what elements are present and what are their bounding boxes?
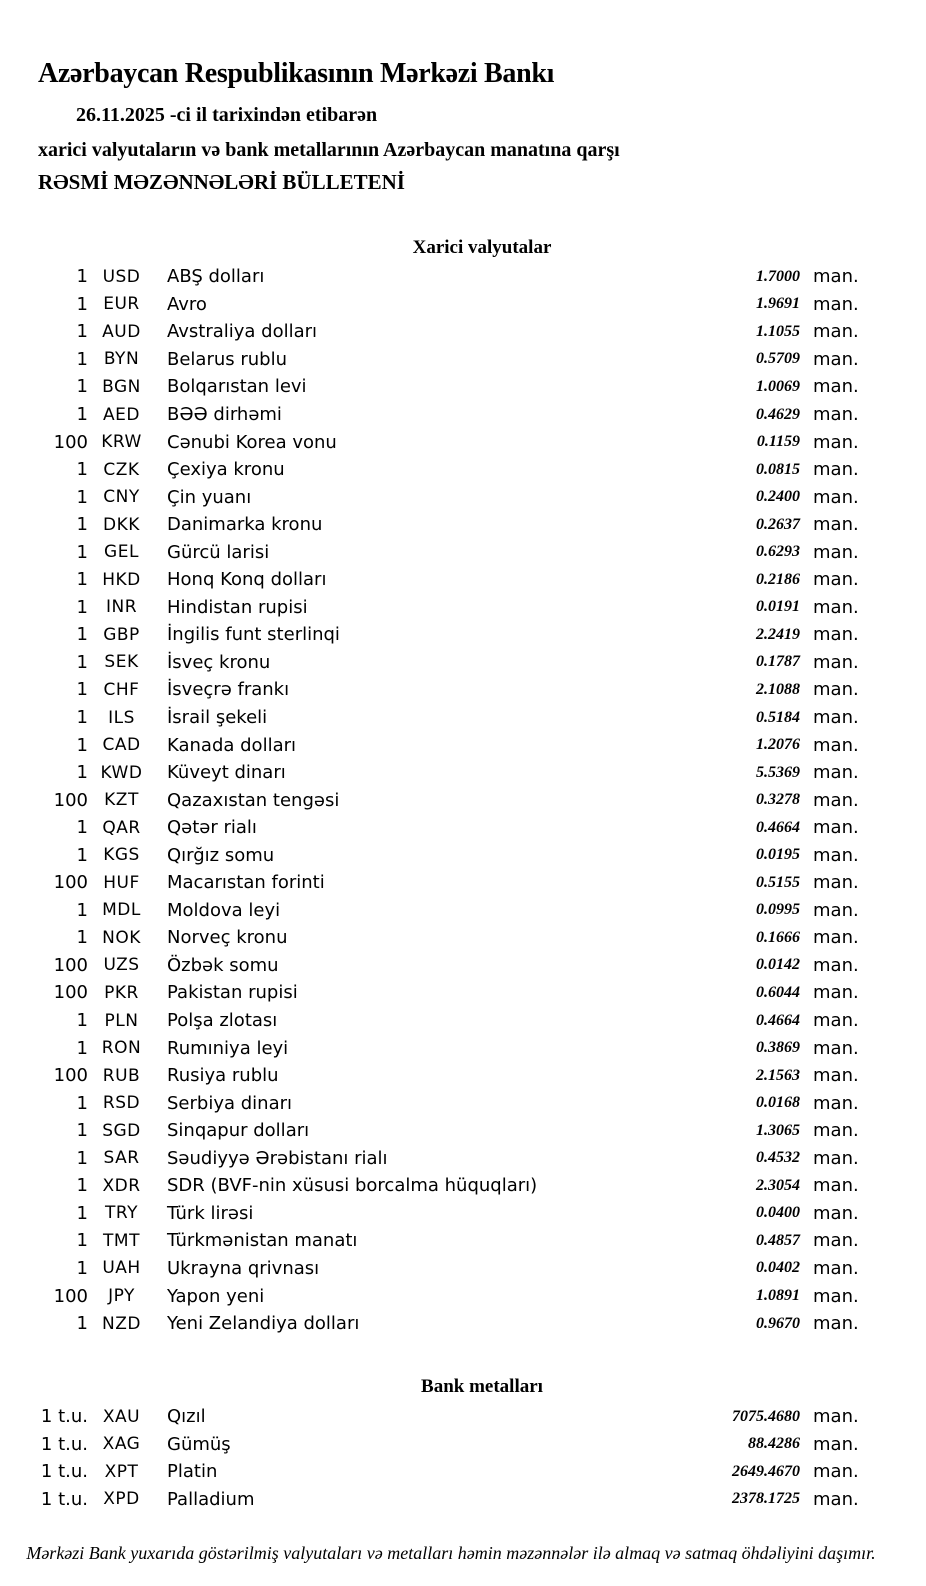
currency-row	[0, 924, 926, 952]
unit-label-cell: man.	[813, 789, 859, 811]
currency-code-cell: SGD	[102, 1120, 141, 1141]
currency-row	[0, 1200, 926, 1228]
unit-label-cell: man.	[813, 1202, 859, 1224]
effective-date: 26.11.2025 -ci il tarixindən etibarən	[76, 104, 378, 126]
unit-label-cell: man.	[813, 1433, 859, 1455]
quantity-cell: 1	[76, 1202, 88, 1224]
quantity-cell: 1	[76, 293, 88, 315]
page-title: Azərbaycan Respublikasının Mərkəzi Bankı	[38, 58, 555, 89]
currency-row	[0, 1089, 926, 1117]
currency-name-cell: Rumıniya leyi	[167, 1037, 289, 1059]
quantity-cell: 1	[76, 1010, 88, 1032]
unit-label-cell: man.	[813, 762, 859, 784]
currency-name-cell: SDR (BVF-nin xüsusi borcalma hüquqları)	[167, 1175, 538, 1197]
metal-code-cell: XAU	[102, 1406, 141, 1427]
currency-row	[0, 346, 926, 374]
rate-value-cell: 1.7000	[756, 267, 800, 285]
quantity-cell: 1	[76, 707, 88, 729]
quantity-cell: 1	[76, 844, 88, 866]
subtitle: xarici valyutaların və bank metallarının Azərbaycan manatına qarşı	[38, 139, 620, 161]
currency-name-cell: Sinqapur dolları	[167, 1120, 310, 1142]
rate-value-cell: 1.3065	[756, 1121, 800, 1139]
rate-value-cell: 5.5369	[756, 763, 800, 781]
rate-value-cell: 0.0402	[756, 1259, 800, 1277]
currency-name-cell: İsveç kronu	[167, 651, 271, 673]
rate-value-cell: 1.0069	[756, 377, 800, 395]
currency-row	[0, 979, 926, 1007]
currency-row	[0, 759, 926, 787]
currency-row	[0, 566, 926, 594]
quantity-cell: 1	[76, 459, 88, 481]
currency-code-cell: TMT	[103, 1230, 140, 1251]
quantity-cell: 1	[76, 1037, 88, 1059]
currency-code-cell: DKK	[103, 514, 140, 535]
rate-value-cell: 2.1563	[756, 1066, 800, 1084]
unit-label-cell: man.	[813, 1147, 859, 1169]
rate-value-cell: 88.4286	[748, 1435, 800, 1453]
quantity-cell: 100	[53, 954, 88, 976]
quantity-cell: 1	[76, 348, 88, 370]
currency-row	[0, 786, 926, 814]
rate-value-cell: 0.1787	[756, 653, 800, 671]
metals-table	[0, 1403, 926, 1513]
currency-name-cell: Danimarka kronu	[167, 514, 323, 536]
currency-name-cell: Kanada dolları	[167, 734, 297, 756]
currency-name-cell: Çexiya kronu	[167, 459, 285, 481]
quantity-cell: 100	[53, 789, 88, 811]
currency-name-cell: İsrail şekeli	[167, 707, 268, 729]
metal-name-cell: Qızıl	[167, 1406, 206, 1428]
currency-name-cell: Özbək somu	[167, 954, 279, 976]
currency-row	[0, 841, 926, 869]
quantity-cell: 1	[76, 486, 88, 508]
currency-row	[0, 263, 926, 291]
rate-value-cell: 0.0195	[756, 846, 800, 864]
unit-label-cell: man.	[813, 431, 859, 453]
currency-row	[0, 649, 926, 677]
rate-value-cell: 0.3278	[756, 791, 800, 809]
rate-value-cell: 0.1159	[756, 433, 800, 451]
rate-value-cell: 2378.1725	[732, 1490, 800, 1508]
currency-code-cell: QAR	[102, 817, 141, 838]
unit-label-cell: man.	[813, 651, 859, 673]
currency-code-cell: KZT	[104, 790, 139, 811]
currency-code-cell: RON	[101, 1038, 142, 1059]
currency-row	[0, 401, 926, 429]
currency-code-cell: CHF	[103, 679, 140, 700]
currency-row	[0, 704, 926, 732]
currency-code-cell: AED	[103, 404, 140, 425]
currency-name-cell: Macarıstan forinti	[167, 872, 325, 894]
currency-name-cell: Qazaxıstan tengəsi	[167, 789, 340, 811]
currency-row	[0, 1282, 926, 1310]
currency-code-cell: HKD	[102, 569, 141, 590]
currency-row	[0, 731, 926, 759]
currency-code-cell: KWD	[100, 762, 143, 783]
unit-label-cell: man.	[813, 486, 859, 508]
metal-row	[0, 1431, 926, 1459]
currency-row	[0, 1007, 926, 1035]
currency-row	[0, 1255, 926, 1283]
currency-name-cell: Honq Konq dolları	[167, 569, 327, 591]
unit-label-cell: man.	[813, 541, 859, 563]
unit-label-cell: man.	[813, 844, 859, 866]
unit-label-cell: man.	[813, 1010, 859, 1032]
rate-value-cell: 0.5184	[756, 708, 800, 726]
rate-value-cell: 0.5155	[756, 873, 800, 891]
rate-value-cell: 1.0891	[756, 1287, 800, 1304]
footer-disclaimer: Mərkəzi Bank yuxarıda göstərilmiş valyutaları və metalları həmin məzənnələr ilə almaq və satmaq öhdəliyini daşımır.	[26, 1543, 876, 1563]
quantity-cell: 1	[76, 927, 88, 949]
metals-section-heading: Bank metalları	[421, 1376, 543, 1397]
quantity-cell: 100	[53, 1285, 88, 1307]
currency-row	[0, 456, 926, 484]
unit-label-cell: man.	[813, 321, 859, 343]
quantity-cell: 100	[53, 431, 88, 453]
unit-label-cell: man.	[813, 1461, 859, 1483]
currency-name-cell: İsveçrə frankı	[167, 679, 290, 701]
currency-row	[0, 373, 926, 401]
currency-name-cell: Cənubi Korea vonu	[167, 431, 337, 453]
unit-label-cell: man.	[813, 293, 859, 315]
rate-value-cell: 0.4857	[756, 1231, 800, 1249]
currency-name-cell: Avstraliya dolları	[167, 321, 318, 343]
currency-code-cell: GEL	[104, 542, 139, 563]
currency-name-cell: ABŞ dolları	[167, 266, 265, 288]
metal-code-cell: XPD	[103, 1489, 140, 1510]
currency-name-cell: Yapon yeni	[167, 1285, 265, 1307]
rate-value-cell: 2649.4670	[732, 1462, 800, 1480]
currency-row	[0, 952, 926, 980]
currency-code-cell: RUB	[102, 1065, 141, 1086]
currency-name-cell: Qətər rialı	[167, 817, 257, 839]
rate-value-cell: 0.0400	[756, 1204, 800, 1222]
quantity-cell: 1 t.u.	[40, 1433, 88, 1455]
quantity-cell: 100	[53, 1065, 88, 1087]
unit-label-cell: man.	[813, 1257, 859, 1279]
unit-label-cell: man.	[813, 982, 859, 1004]
quantity-cell: 1	[76, 514, 88, 536]
quantity-cell: 1	[76, 1175, 88, 1197]
unit-label-cell: man.	[813, 1406, 859, 1428]
metal-name-cell: Platin	[167, 1461, 218, 1483]
currency-code-cell: JPY	[108, 1286, 135, 1306]
metal-row	[0, 1458, 926, 1486]
currency-code-cell: BGN	[102, 376, 141, 397]
currency-row	[0, 1310, 926, 1338]
rate-value-cell: 0.2637	[756, 515, 800, 533]
currency-code-cell: CNY	[103, 487, 140, 508]
currency-name-cell: Avro	[167, 293, 207, 315]
quantity-cell: 1	[76, 734, 88, 756]
currency-name-cell: Çin yuanı	[167, 486, 252, 508]
currency-row	[0, 511, 926, 539]
rate-value-cell: 0.4532	[756, 1149, 800, 1167]
metal-code-cell: XAG	[102, 1434, 141, 1455]
currency-code-cell: AUD	[102, 321, 141, 342]
currency-name-cell: Hindistan rupisi	[167, 596, 308, 618]
rate-value-cell: 0.6293	[756, 543, 800, 561]
rate-value-cell: 0.0168	[756, 1094, 800, 1112]
currency-row	[0, 483, 926, 511]
currency-code-cell: UAH	[102, 1258, 141, 1279]
quantity-cell: 1 t.u.	[40, 1406, 88, 1428]
currency-name-cell: Belarus rublu	[167, 348, 288, 370]
currency-name-cell: Pakistan rupisi	[167, 982, 298, 1004]
quantity-cell: 1	[76, 1120, 88, 1142]
quantity-cell: 1	[76, 266, 88, 288]
currency-name-cell: Qırğız somu	[167, 844, 275, 866]
currency-code-cell: SAR	[103, 1148, 140, 1169]
currency-row	[0, 428, 926, 456]
unit-label-cell: man.	[813, 734, 859, 756]
currency-code-cell: HUF	[103, 872, 140, 893]
currency-table	[0, 263, 926, 1337]
currency-code-cell: GBP	[103, 624, 140, 645]
currency-code-cell: EUR	[103, 294, 140, 315]
currency-row	[0, 1145, 926, 1173]
unit-label-cell: man.	[813, 1037, 859, 1059]
unit-label-cell: man.	[813, 596, 859, 618]
currency-row	[0, 318, 926, 346]
rate-value-cell: 0.4664	[756, 1011, 800, 1029]
currency-row	[0, 1227, 926, 1255]
currency-row	[0, 594, 926, 622]
rate-value-cell: 2.1088	[756, 680, 800, 698]
currency-name-cell: Rusiya rublu	[167, 1065, 279, 1087]
unit-label-cell: man.	[813, 1230, 859, 1252]
currency-code-cell: CZK	[103, 459, 140, 480]
quantity-cell: 1	[76, 596, 88, 618]
metal-name-cell: Palladium	[167, 1488, 255, 1510]
currency-code-cell: NZD	[102, 1313, 141, 1334]
currency-row	[0, 1034, 926, 1062]
rate-value-cell: 2.2419	[756, 625, 800, 643]
rate-value-cell: 2.3054	[756, 1176, 800, 1194]
rate-value-cell: 0.0995	[756, 901, 800, 919]
metal-row	[0, 1486, 926, 1514]
bulletin-title: RƏSMİ MƏZƏNNƏLƏRİ BÜLLETENİ	[38, 170, 405, 194]
unit-label-cell: man.	[813, 1092, 859, 1114]
quantity-cell: 1	[76, 1092, 88, 1114]
currency-code-cell: XDR	[102, 1175, 141, 1196]
quantity-cell: 1	[76, 762, 88, 784]
rate-value-cell: 0.0815	[756, 460, 800, 478]
metal-code-cell: XPT	[104, 1461, 139, 1482]
unit-label-cell: man.	[813, 404, 859, 425]
unit-label-cell: man.	[813, 348, 859, 370]
currency-code-cell: ILS	[108, 707, 135, 728]
quantity-cell: 1	[76, 679, 88, 701]
currency-name-cell: Yeni Zelandiya dolları	[167, 1313, 360, 1335]
currency-name-cell: Gürcü larisi	[167, 541, 270, 563]
quantity-cell: 1	[76, 541, 88, 563]
quantity-cell: 1	[76, 321, 88, 343]
unit-label-cell: man.	[813, 927, 859, 949]
quantity-cell: 1	[76, 376, 88, 398]
currency-name-cell: Türkmənistan manatı	[167, 1230, 358, 1252]
rate-value-cell: 0.0191	[756, 598, 800, 616]
currency-name-cell: Moldova leyi	[167, 899, 281, 921]
quantity-cell: 1	[76, 651, 88, 673]
unit-label-cell: man.	[813, 1065, 859, 1087]
currency-name-cell: Polşa zlotası	[167, 1010, 278, 1032]
unit-label-cell: man.	[813, 1313, 859, 1335]
currency-name-cell: Ukrayna qrivnası	[167, 1257, 320, 1279]
currency-name-cell: Serbiya dinarı	[167, 1092, 292, 1114]
currency-row	[0, 621, 926, 649]
quantity-cell: 1	[76, 1313, 88, 1335]
rate-value-cell: 0.2400	[756, 488, 800, 506]
quantity-cell: 1	[76, 1257, 88, 1279]
currency-name-cell: Norveç kronu	[167, 927, 288, 949]
currency-code-cell: KGS	[103, 845, 140, 866]
currency-code-cell: BYN	[103, 349, 140, 370]
quantity-cell: 100	[53, 872, 88, 894]
rate-value-cell: 0.1666	[756, 928, 800, 946]
currency-row	[0, 897, 926, 925]
quantity-cell: 1 t.u.	[40, 1488, 88, 1510]
unit-label-cell: man.	[813, 1285, 859, 1307]
currency-code-cell: USD	[102, 266, 141, 287]
currency-row	[0, 869, 926, 897]
quantity-cell: 1	[76, 899, 88, 921]
unit-label-cell: man.	[813, 872, 859, 894]
unit-label-cell: man.	[813, 266, 859, 288]
currency-row	[0, 1117, 926, 1145]
currency-code-cell: INR	[105, 597, 138, 618]
quantity-cell: 1	[76, 624, 88, 646]
quantity-cell: 1	[76, 569, 88, 591]
quantity-cell: 1 t.u.	[40, 1461, 88, 1483]
unit-label-cell: man.	[813, 624, 859, 646]
currency-section-heading: Xarici valyutalar	[412, 237, 552, 258]
currency-code-cell: MDL	[102, 900, 141, 921]
unit-label-cell: man.	[813, 707, 859, 729]
rate-value-cell: 0.3869	[756, 1039, 800, 1057]
rate-value-cell: 7075.4680	[732, 1407, 800, 1425]
unit-label-cell: man.	[813, 514, 859, 536]
unit-label-cell: man.	[813, 817, 859, 839]
currency-row	[0, 676, 926, 704]
currency-code-cell: RSD	[102, 1093, 141, 1114]
rate-value-cell: 1.2076	[756, 736, 800, 754]
currency-row	[0, 1062, 926, 1090]
currency-code-cell: PLN	[104, 1010, 139, 1031]
metal-row	[0, 1403, 926, 1431]
currency-row	[0, 538, 926, 566]
currency-code-cell: UZS	[103, 955, 140, 976]
currency-name-cell: Küveyt dinarı	[167, 762, 286, 784]
unit-label-cell: man.	[813, 459, 859, 481]
rate-value-cell: 0.9670	[756, 1314, 800, 1332]
currency-code-cell: PKR	[104, 982, 139, 1003]
unit-label-cell: man.	[813, 1175, 859, 1197]
currency-code-cell: TRY	[105, 1203, 138, 1224]
effective-date-line	[38, 104, 926, 127]
quantity-cell: 1	[76, 817, 88, 839]
rate-value-cell: 0.6044	[756, 983, 800, 1001]
unit-label-cell: man.	[813, 376, 859, 398]
currency-code-cell: SEK	[104, 652, 139, 673]
currency-name-cell: İngilis funt sterlinqi	[167, 624, 340, 646]
quantity-cell: 1	[76, 404, 88, 425]
currency-code-cell: NOK	[102, 927, 141, 948]
unit-label-cell: man.	[813, 1120, 859, 1142]
currency-code-cell: KRW	[101, 432, 142, 453]
unit-label-cell: man.	[813, 1488, 859, 1510]
quantity-cell: 100	[53, 982, 88, 1004]
currency-name-cell: Türk lirəsi	[167, 1202, 254, 1224]
unit-label-cell: man.	[813, 899, 859, 921]
rate-value-cell: 0.4664	[756, 818, 800, 836]
quantity-cell: 1	[76, 1147, 88, 1169]
rate-value-cell: 1.1055	[756, 322, 800, 340]
currency-row	[0, 1172, 926, 1200]
currency-row	[0, 291, 926, 319]
currency-code-cell: CAD	[102, 735, 141, 756]
rate-value-cell: 0.0142	[756, 956, 800, 974]
currency-name-cell: BƏƏ dirhəmi	[167, 404, 282, 425]
quantity-cell: 1	[76, 1230, 88, 1252]
unit-label-cell: man.	[813, 954, 859, 976]
rate-value-cell: 1.9691	[756, 295, 800, 313]
currency-name-cell: Səudiyyə Ərəbistanı rialı	[167, 1147, 388, 1169]
unit-label-cell: man.	[813, 569, 859, 591]
unit-label-cell: man.	[813, 679, 859, 701]
rate-value-cell: 0.2186	[756, 570, 800, 588]
rate-value-cell: 0.5709	[756, 350, 800, 368]
metal-name-cell: Gümüş	[167, 1433, 231, 1455]
currency-name-cell: Bolqarıstan levi	[167, 376, 307, 398]
rate-value-cell: 0.4629	[756, 405, 800, 423]
currency-row	[0, 814, 926, 842]
